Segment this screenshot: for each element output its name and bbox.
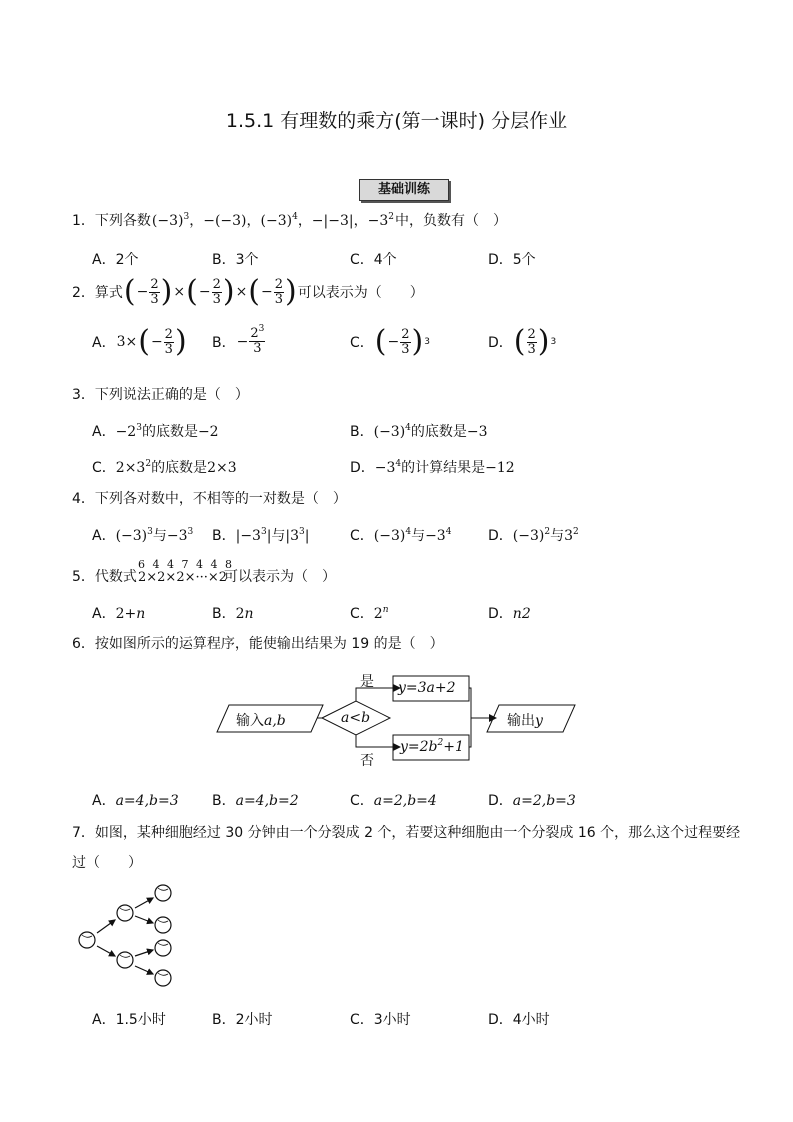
- flow-no-label: 否: [360, 753, 374, 769]
- flow-condition-label: a<b: [341, 710, 371, 726]
- question-1-stem: [72, 210, 507, 230]
- cell-icon: [79, 932, 95, 948]
- cell-icon: [155, 970, 171, 986]
- q2-stem-suffix: 可以表示为（ ）: [297, 285, 424, 301]
- flow-input-label: 输入a,b: [236, 713, 286, 729]
- q4-option-b[interactable]: B．$|-3^3|$与$|3^3|$: [212, 527, 310, 544]
- q7-option-b[interactable]: B．2小时: [212, 1012, 273, 1028]
- q2-option-a[interactable]: A． 3× ( − $\frac{2}{3}$ ): [92, 324, 187, 359]
- q6-option-d[interactable]: D．a=2,b=3: [488, 793, 576, 809]
- arrow-icon: [135, 898, 153, 908]
- page-title: 1.5.1 有理数的乘方(第一课时) 分层作业: [225, 110, 568, 132]
- arrow-icon: [135, 950, 153, 956]
- q3-option-b[interactable]: B．$(-3)^4$的底数是−3: [350, 423, 488, 440]
- q1-option-b[interactable]: B．3个: [212, 252, 259, 268]
- q2-option-b[interactable]: B． − $\frac{2^3}{3}$: [212, 324, 265, 356]
- q4-option-d[interactable]: D．$(-3)^2$与$3^2$: [488, 527, 579, 544]
- cell-icon: [117, 905, 133, 921]
- q5-option-a[interactable]: A．2+n: [92, 606, 146, 622]
- q1-option-c[interactable]: C．4个: [350, 252, 397, 268]
- section-label: 基础训练: [359, 179, 449, 201]
- q7-option-a[interactable]: A．1.5小时: [92, 1012, 166, 1028]
- q7-option-d[interactable]: D．4小时: [488, 1012, 550, 1028]
- q4-option-c[interactable]: C．$(-3)^4$与$-3^4$: [350, 527, 452, 544]
- q3-option-d[interactable]: D．$-3^4$的计算结果是−12: [350, 459, 515, 476]
- cell-icon: [155, 940, 171, 956]
- arrow-icon: [97, 946, 115, 956]
- flow-yes-label: 是: [360, 674, 374, 690]
- q1-expr: $(-3)^3$，−(−3)，$(-3)^4$，−|−3|，$-3^2$: [151, 212, 394, 229]
- q2-stem-prefix: 2．算式: [72, 285, 123, 301]
- q1-option-d[interactable]: D．5个: [488, 252, 536, 268]
- q5-expression: 6 4 4 7 4 4 8 2×2×2×···×2: [138, 558, 234, 585]
- q1-stem-prefix: 1．下列各数: [72, 213, 151, 229]
- question-5-stem: 5．代数式: [72, 569, 137, 585]
- flow-top-formula: y=3a+2: [398, 680, 456, 696]
- cell-icon: [155, 917, 171, 933]
- q6-option-b[interactable]: B．a=4,b=2: [212, 793, 299, 809]
- q6-option-a[interactable]: A．a=4,b=3: [92, 793, 179, 809]
- q3-option-c[interactable]: C．$2\times 3^2$的底数是2×3: [92, 459, 237, 476]
- question-4-stem: 4．下列各对数中，不相等的一对数是（ ）: [72, 491, 347, 507]
- question-7-stem-line2: 过（ ）: [72, 855, 142, 871]
- cell-icon: [117, 952, 133, 968]
- arrow-icon: [97, 920, 115, 933]
- cell-icon: [155, 885, 171, 901]
- question-2-stem: 2．算式 ( − $\frac{2}{3}$ ) × ( − $\frac{2}{3}$ ) × ( − $\frac{2}{3}$ ) 可以表示为（ ）: [72, 274, 424, 309]
- q5-option-b[interactable]: B．2n: [212, 606, 254, 622]
- q5-stem-suffix: 可以表示为（ ）: [224, 569, 336, 585]
- q6-option-c[interactable]: C．a=2,b=4: [350, 793, 437, 809]
- q1-option-a[interactable]: A．2个: [92, 252, 139, 268]
- q4-option-a[interactable]: A．$(-3)^3$与$-3^3$: [92, 527, 194, 544]
- arrow-icon: [135, 916, 153, 923]
- question-3-stem: 3．下列说法正确的是（ ）: [72, 387, 249, 403]
- question-7-stem-line1: 7．如图，某种细胞经过 30 分钟由一个分裂成 2 个，若要这种细胞由一个分裂成 16 个，那么这个过程要经: [72, 825, 741, 841]
- q2-option-d[interactable]: D． ( $\frac{2}{3}$ ) 3: [488, 324, 557, 359]
- q1-stem-suffix: 中，负数有（ ）: [395, 213, 507, 229]
- q2-option-c[interactable]: C． ( − $\frac{2}{3}$ ) 3: [350, 324, 430, 359]
- cell-division-diagram: [75, 880, 185, 995]
- flow-bottom-formula: $y=2b^2+1$: [400, 738, 464, 755]
- q5-option-d[interactable]: D．n2: [488, 606, 531, 622]
- question-6-stem: 6．按如图所示的运算程序，能使输出结果为 19 的是（ ）: [72, 636, 444, 652]
- q3-option-a[interactable]: A．$-2^3$的底数是−2: [92, 423, 219, 440]
- flow-output-label: 输出y: [507, 713, 543, 729]
- q5-option-c[interactable]: C．2$^n$: [350, 605, 389, 622]
- q7-option-c[interactable]: C．3小时: [350, 1012, 411, 1028]
- arrow-icon: [135, 966, 153, 974]
